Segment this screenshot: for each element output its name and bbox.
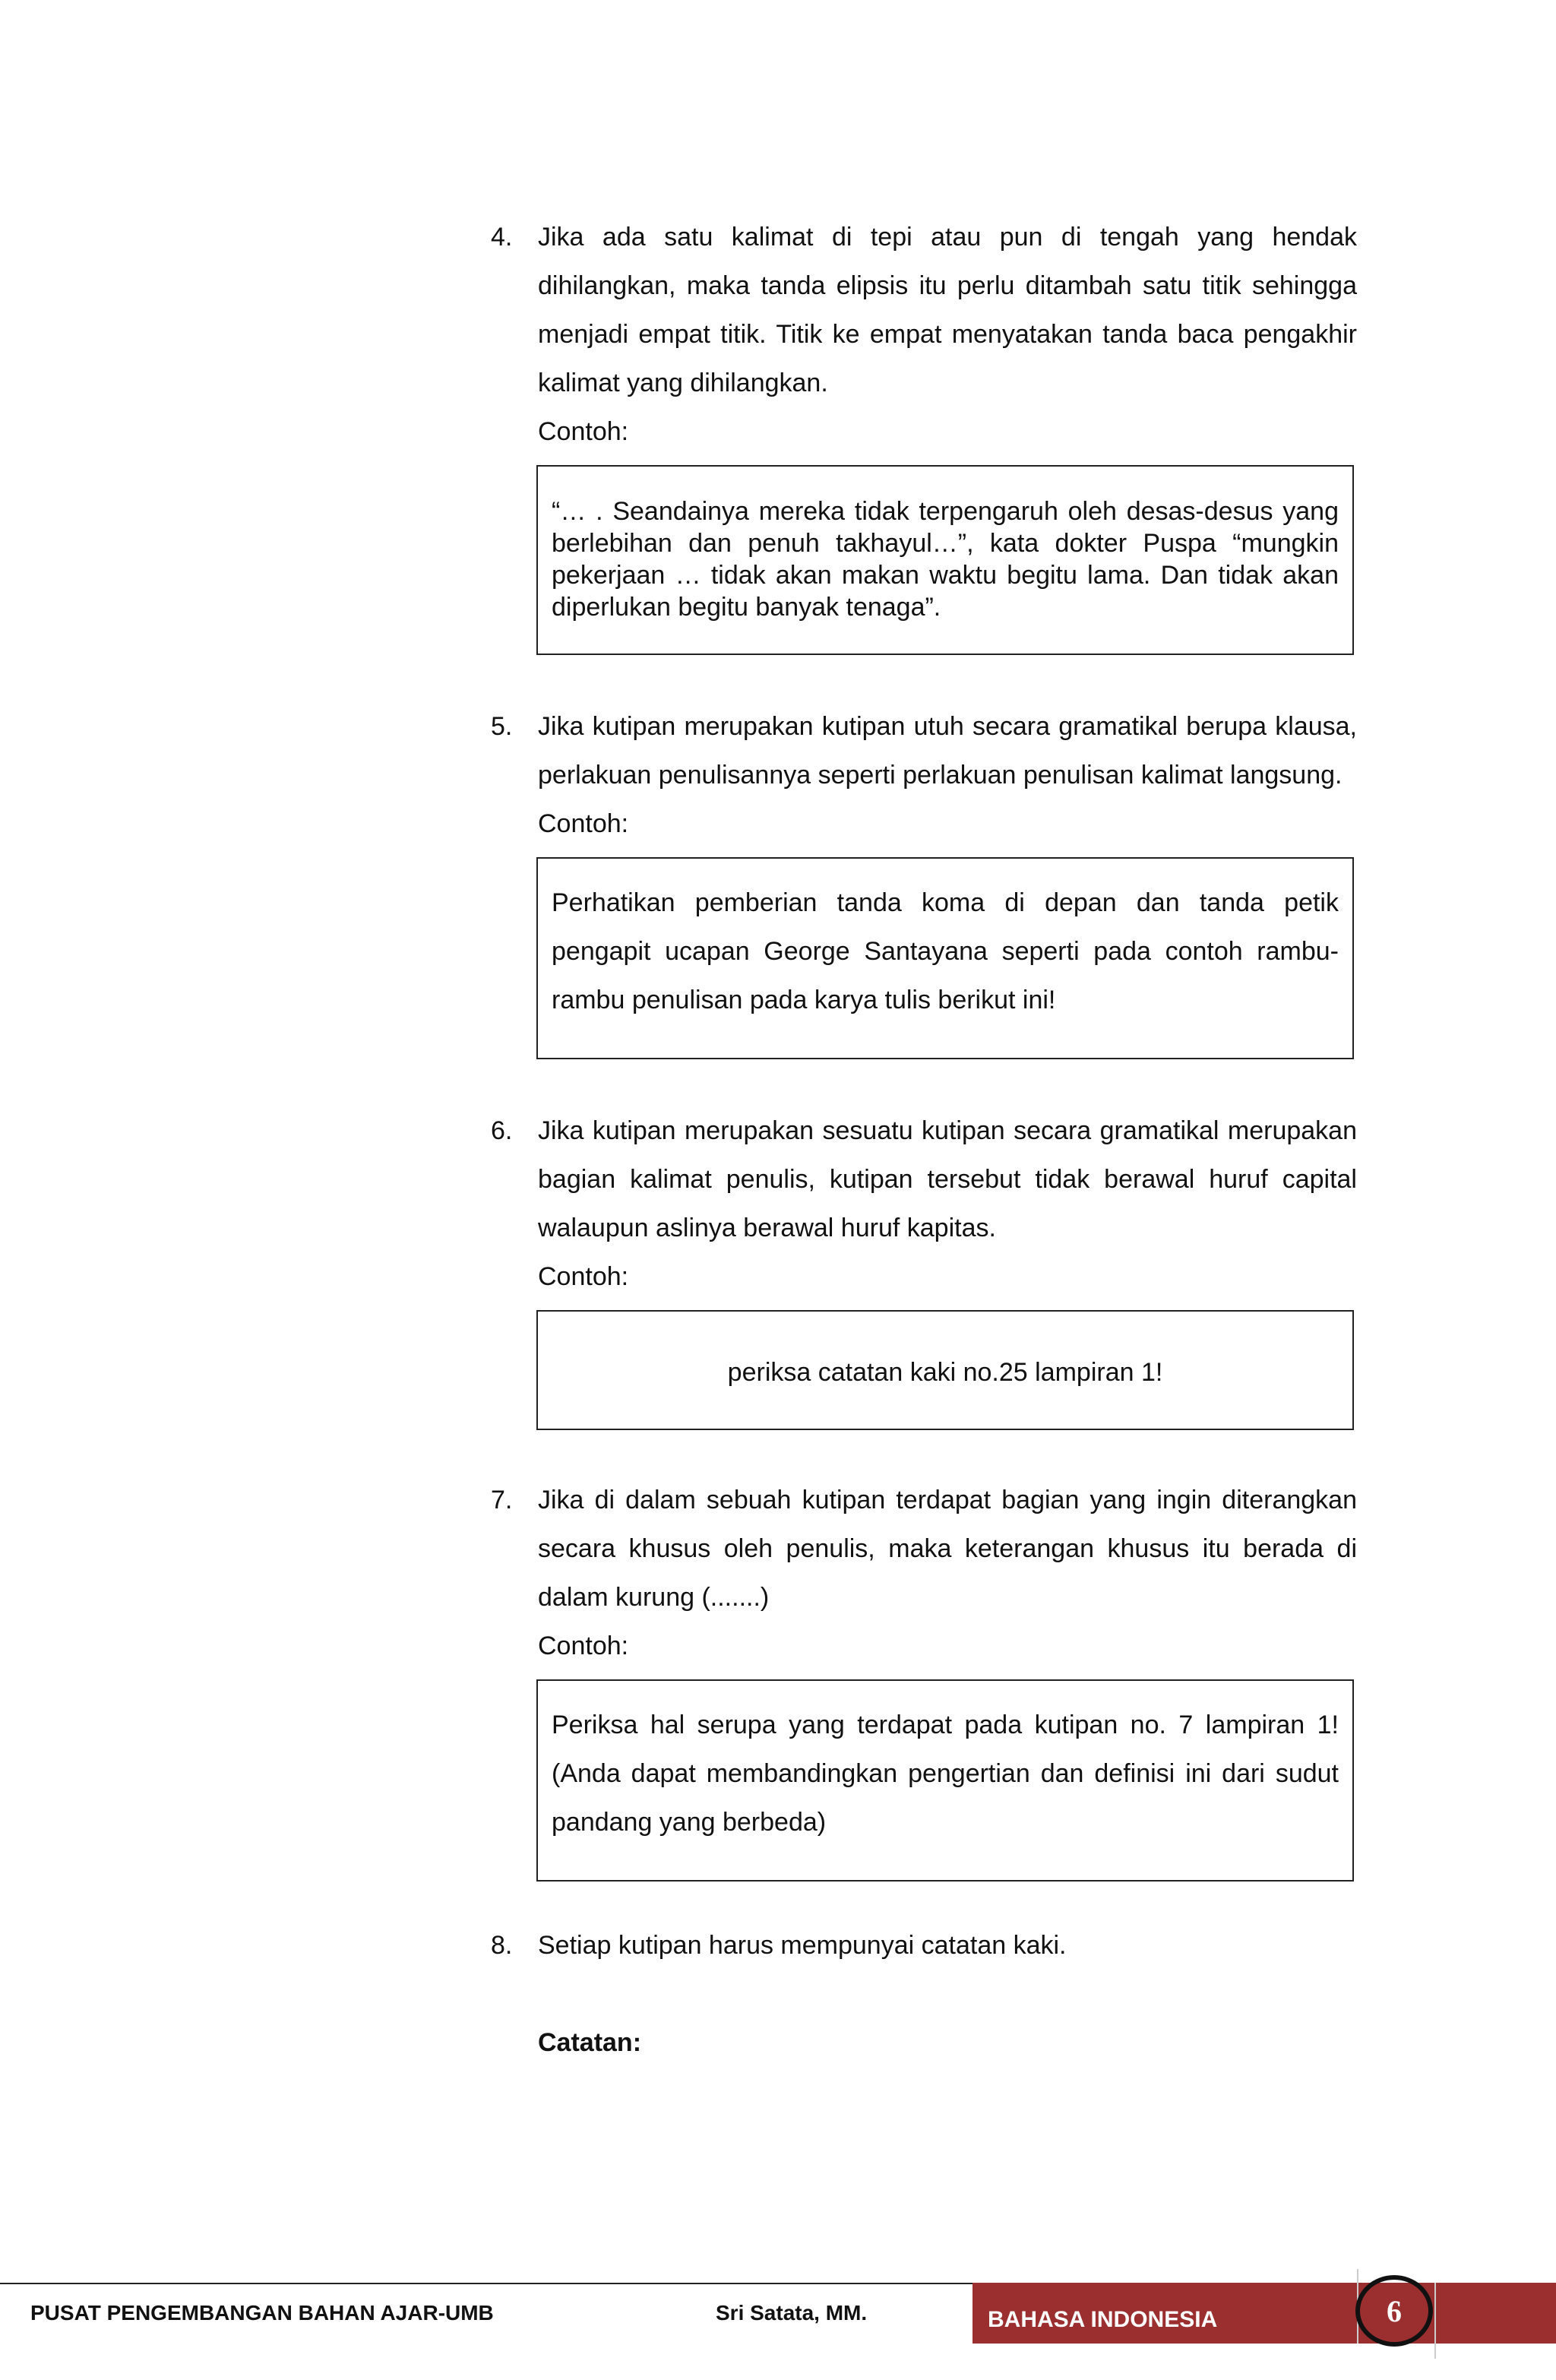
list-number: 7. xyxy=(491,1486,513,1514)
footer-publisher: PUSAT PENGEMBANGAN BAHAN AJAR-UMB xyxy=(30,2301,494,2325)
list-number: 6. xyxy=(491,1116,513,1145)
page-number: 6 xyxy=(1355,2275,1433,2347)
list-item-4 xyxy=(486,213,1357,655)
example-label: Contoh: xyxy=(538,1262,629,1291)
page-footer xyxy=(0,2283,1556,2344)
footer-author: Sri Satata, MM. xyxy=(716,2301,868,2325)
footer-subject: BAHASA INDONESIA xyxy=(988,2307,1218,2332)
catatan-heading: Catatan: xyxy=(538,2028,642,2057)
example-box: periksa catatan kaki no.25 lampiran 1! xyxy=(536,1310,1354,1430)
example-label: Contoh: xyxy=(538,809,629,838)
document-body xyxy=(486,213,1357,2067)
item-text: Jika kutipan merupakan kutipan utuh secara gramatikal berupa klausa, perlakuan penulisannya seperti perlakuan penulisan kalimat langsung. xyxy=(538,712,1357,790)
list-number: 5. xyxy=(491,712,513,741)
item-text: Jika kutipan merupakan sesuatu kutipan secara gramatikal merupakan bagian kalimat penulis, kutipan tersebut tidak berawal huruf capital walaupun aslinya berawal huruf kapitas. xyxy=(538,1116,1357,1242)
list-item-5 xyxy=(486,702,1357,1059)
example-label: Contoh: xyxy=(538,1632,629,1660)
example-label: Contoh: xyxy=(538,417,629,446)
list-item-7 xyxy=(486,1476,1357,1882)
list-number: 4. xyxy=(491,223,513,252)
example-box: “… . Seandainya mereka tidak terpengaruh oleh desas-desus yang berlebihan dan penuh takhayul…”, kata dokter Puspa “mungkin pekerjaan … tidak akan makan waktu begitu lama. Dan tidak akan diperlukan begitu banyak tenaga”. xyxy=(536,465,1354,655)
example-box: Periksa hal serupa yang terdapat pada kutipan no. 7 lampiran 1! (Anda dapat membandingkan pengertian dan definisi ini dari sudut pandang yang berbeda) xyxy=(536,1679,1354,1882)
item-text: Jika di dalam sebuah kutipan terdapat bagian yang ingin diterangkan secara khusus oleh penulis, maka keterangan khusus itu berada di dalam kurung (.......) xyxy=(538,1486,1357,1612)
list-item-8 xyxy=(486,1921,1357,2067)
list-number: 8. xyxy=(491,1931,513,1960)
example-box: Perhatikan pemberian tanda koma di depan dan tanda petik pengapit ucapan George Santayana seperti pada contoh rambu-rambu penulisan pada karya tulis berikut ini! xyxy=(536,857,1354,1059)
footer-divider xyxy=(1434,2283,1436,2359)
footer-rule xyxy=(0,2283,974,2284)
list-item-6 xyxy=(486,1106,1357,1430)
item-text: Jika ada satu kalimat di tepi atau pun di tengah yang hendak dihilangkan, maka tanda elipsis itu perlu ditambah satu titik sehingga menjadi empat titik. Titik ke empat menyatakan tanda baca pengakhir kalimat yang dihilangkan. xyxy=(538,223,1357,397)
item-text: Setiap kutipan harus mempunyai catatan kaki. xyxy=(538,1931,1067,1960)
